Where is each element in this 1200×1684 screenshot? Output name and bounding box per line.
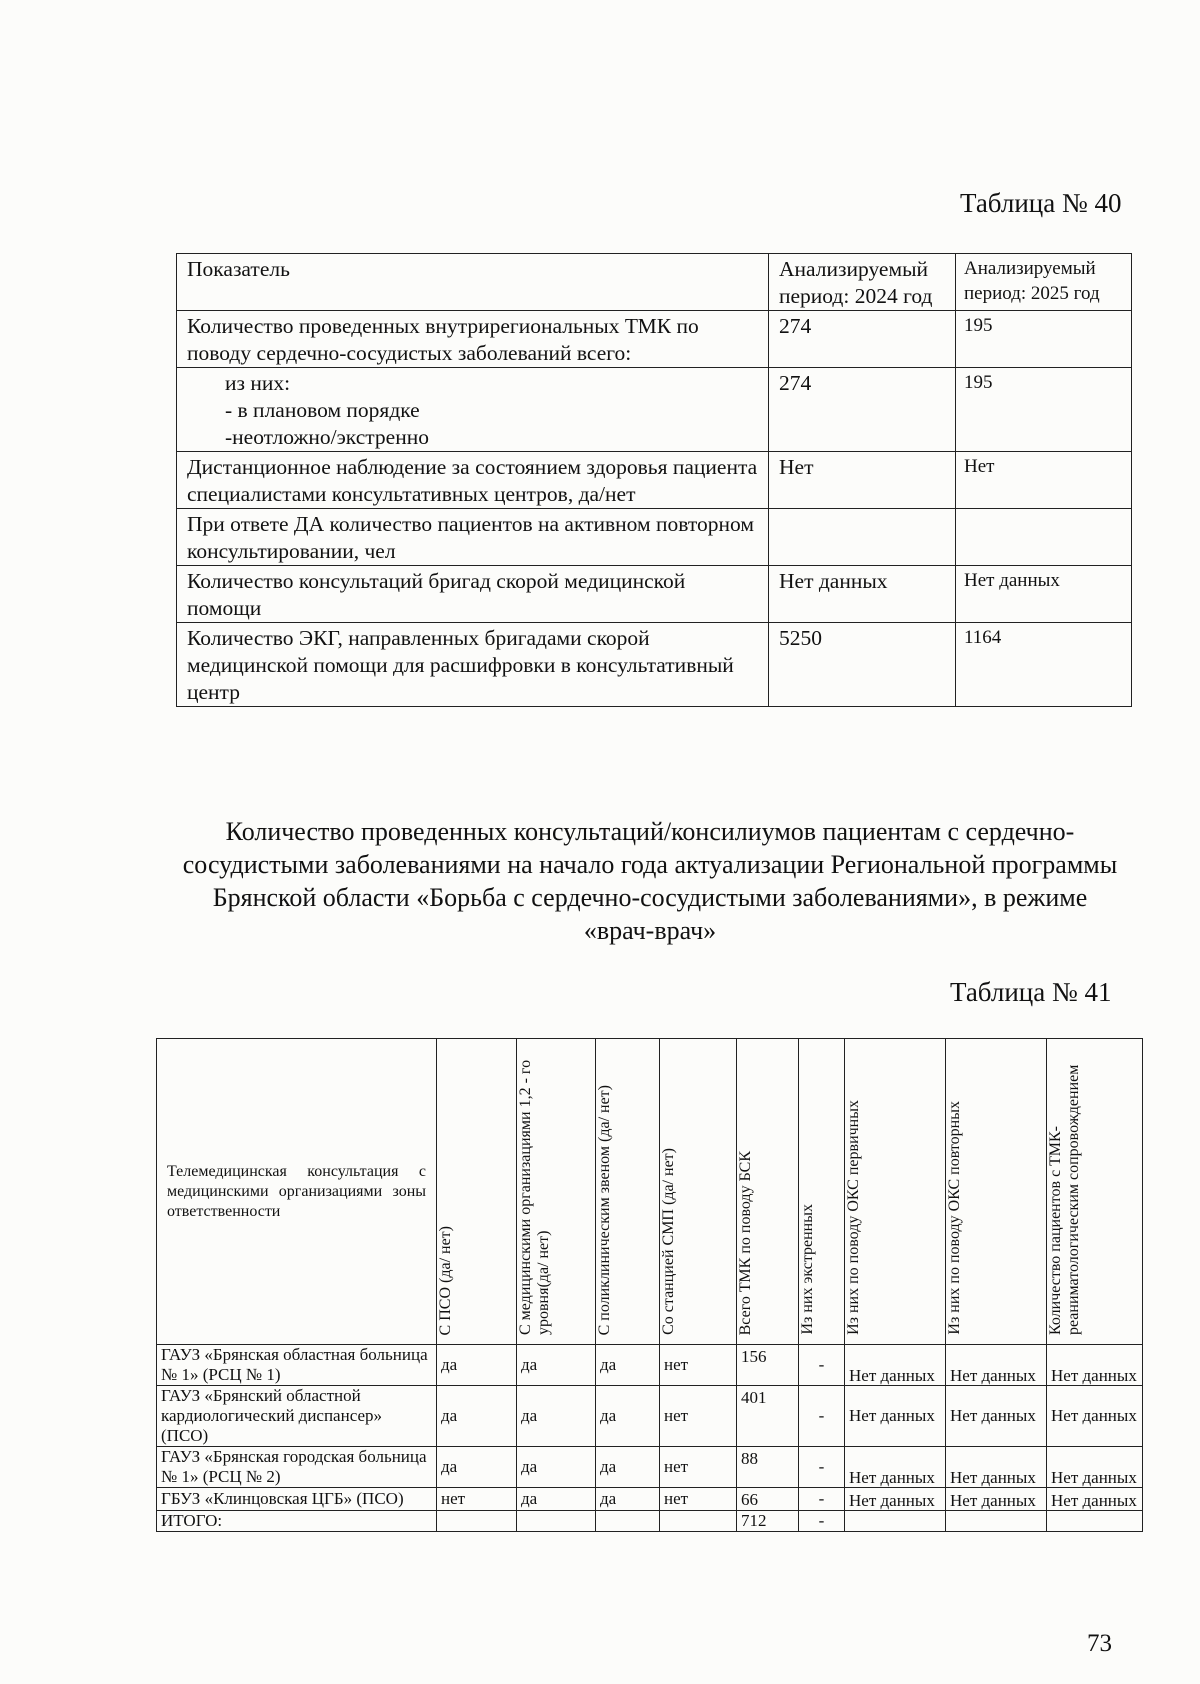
table-row	[157, 1345, 1143, 1386]
pso-cell: да	[437, 1345, 517, 1386]
oks-primary-cell: Нет данных	[845, 1386, 946, 1447]
oks-primary-cell: Нет данных	[845, 1488, 946, 1511]
table-41	[156, 1038, 1143, 1532]
emergency-cell: -	[799, 1447, 845, 1488]
total-tmk-cell: 401	[737, 1386, 799, 1447]
oks-primary-cell: Нет данных	[845, 1345, 946, 1386]
poly-cell: да	[596, 1345, 660, 1386]
indicator-cell: Количество проведенных внутрирегиональных ТМК по поводу сердечно-сосудистых заболеваний всего:	[177, 311, 769, 368]
indicator-line: из них:	[225, 371, 291, 395]
table-row	[157, 1447, 1143, 1488]
emergency-cell: -	[799, 1386, 845, 1447]
table-row	[177, 311, 1132, 368]
table-row	[177, 368, 1132, 452]
indicator-line: - в плановом порядке	[225, 398, 420, 422]
value-2025: 195	[956, 311, 1132, 368]
smp-cell: нет	[660, 1447, 737, 1488]
table-total-row	[157, 1511, 1143, 1532]
org-cell: ГАУЗ «Брянская городская больница № 1» (РСЦ № 2)	[157, 1447, 437, 1488]
table-row	[157, 1488, 1143, 1511]
oks-repeat-cell: Нет данных	[946, 1386, 1047, 1447]
header-oks-repeat	[946, 1039, 1047, 1345]
mo-cell: да	[517, 1386, 596, 1447]
reanimation-cell: Нет данных	[1047, 1386, 1143, 1447]
indicator-cell: При ответе ДА количество пациентов на активном повторном консультировании, чел	[177, 509, 769, 566]
header-label: Со станцией СМП (да/ нет)	[660, 1148, 677, 1335]
header-period-2025: Анализируемый период: 2025 год	[956, 254, 1132, 311]
table-row	[177, 623, 1132, 707]
smp-cell: нет	[660, 1386, 737, 1447]
org-cell: ГАУЗ «Брянская областная больница № 1» (РСЦ № 1)	[157, 1345, 437, 1386]
header-label: С ПСО (да/ нет)	[437, 1225, 454, 1335]
table-40-header-row	[177, 254, 1132, 311]
table-row	[177, 509, 1132, 566]
reanimation-cell: Нет данных	[1047, 1488, 1143, 1511]
pso-cell: да	[437, 1386, 517, 1447]
table-40-caption: Таблица № 40	[960, 188, 1122, 218]
value-2024	[769, 509, 956, 566]
header-label: С поликлиническим звеном (да/ нет)	[596, 1084, 613, 1335]
indicator-cell	[177, 368, 769, 452]
empty-cell	[946, 1511, 1047, 1532]
header-mo-levels	[517, 1039, 596, 1345]
poly-cell: да	[596, 1447, 660, 1488]
header-smp	[660, 1039, 737, 1345]
value-2025: Нет данных	[956, 566, 1132, 623]
header-label: Из них по поводу ОКС первичных	[845, 1100, 862, 1335]
oks-repeat-cell: Нет данных	[946, 1447, 1047, 1488]
smp-cell: нет	[660, 1488, 737, 1511]
value-2024: 5250	[769, 623, 956, 707]
oks-repeat-cell: Нет данных	[946, 1345, 1047, 1386]
org-cell: ГАУЗ «Брянский областной кардиологический диспансер» (ПСО)	[157, 1386, 437, 1447]
table-41-header-row	[157, 1039, 1143, 1345]
header-label: Всего ТМК по поводу БСК	[737, 1150, 754, 1335]
header-label: С медицинскими организациями 1,2 - го уровня(да/ нет)	[517, 1059, 552, 1335]
reanimation-cell: Нет данных	[1047, 1447, 1143, 1488]
header-label: Из них экстренных	[799, 1204, 816, 1335]
emergency-cell: -	[799, 1345, 845, 1386]
total-tmk-sum: 712	[737, 1511, 799, 1532]
empty-cell	[596, 1511, 660, 1532]
header-emergency	[799, 1039, 845, 1345]
emergency-cell: -	[799, 1488, 845, 1511]
value-2025: 1164	[956, 623, 1132, 707]
empty-cell	[437, 1511, 517, 1532]
header-oks-primary	[845, 1039, 946, 1345]
indicator-line: -неотложно/экстренно	[225, 425, 429, 449]
value-2025: Нет	[956, 452, 1132, 509]
indicator-cell: Количество консультаций бригад скорой медицинской помощи	[177, 566, 769, 623]
mo-cell: да	[517, 1345, 596, 1386]
table-row	[177, 566, 1132, 623]
header-reanimation	[1047, 1039, 1143, 1345]
header-pso	[437, 1039, 517, 1345]
poly-cell: да	[596, 1386, 660, 1447]
table-40	[176, 253, 1132, 707]
header-period-2024: Анализируемый период: 2024 год	[769, 254, 956, 311]
pso-cell: да	[437, 1447, 517, 1488]
empty-cell	[660, 1511, 737, 1532]
smp-cell: нет	[660, 1345, 737, 1386]
total-emergency: -	[799, 1511, 845, 1532]
total-tmk-cell: 88	[737, 1447, 799, 1488]
header-label: Количество пациентов с ТМК-реаниматологическим сопровождением	[1047, 1064, 1082, 1335]
empty-cell	[1047, 1511, 1143, 1532]
empty-cell	[517, 1511, 596, 1532]
total-label: ИТОГО:	[157, 1511, 437, 1532]
value-2024: Нет	[769, 452, 956, 509]
pso-cell: нет	[437, 1488, 517, 1511]
indicator-cell: Дистанционное наблюдение за состоянием здоровья пациента специалистами консультативных центров, да/нет	[177, 452, 769, 509]
table-row	[177, 452, 1132, 509]
page-number: 73	[1087, 1630, 1112, 1657]
header-total-tmk	[737, 1039, 799, 1345]
empty-cell	[845, 1511, 946, 1532]
value-2024: Нет данных	[769, 566, 956, 623]
oks-repeat-cell: Нет данных	[946, 1488, 1047, 1511]
value-2024: 274	[769, 311, 956, 368]
poly-cell: да	[596, 1488, 660, 1511]
value-2025: 195	[956, 368, 1132, 452]
mo-cell: да	[517, 1488, 596, 1511]
table-41-caption: Таблица № 41	[950, 977, 1112, 1007]
header-indicator: Показатель	[177, 254, 769, 311]
table-row	[157, 1386, 1143, 1447]
indicator-cell: Количество ЭКГ, направленных бригадами скорой медицинской помощи для расшифровки в консультативный центр	[177, 623, 769, 707]
org-cell: ГБУЗ «Клинцовская ЦГБ» (ПСО)	[157, 1488, 437, 1511]
mo-cell: да	[517, 1447, 596, 1488]
header-teleconsultation: Телемедицинская консультация с медицинскими организациями зоны ответственности	[157, 1039, 437, 1345]
total-tmk-cell: 66	[737, 1488, 799, 1511]
value-2025	[956, 509, 1132, 566]
value-2024: 274	[769, 368, 956, 452]
oks-primary-cell: Нет данных	[845, 1447, 946, 1488]
table-41-heading: Количество проведенных консультаций/консилиумов пациентам с сердечно-сосудистыми заболеваниями на начало года актуализации Региональной программы Брянской области «Борьба с сердечно-сосудистыми заболеваниями», в режиме «врач-врач»	[182, 817, 1118, 945]
header-polyclinic	[596, 1039, 660, 1345]
total-tmk-cell: 156	[737, 1345, 799, 1386]
reanimation-cell: Нет данных	[1047, 1345, 1143, 1386]
header-label: Из них по поводу ОКС повторных	[946, 1101, 963, 1335]
